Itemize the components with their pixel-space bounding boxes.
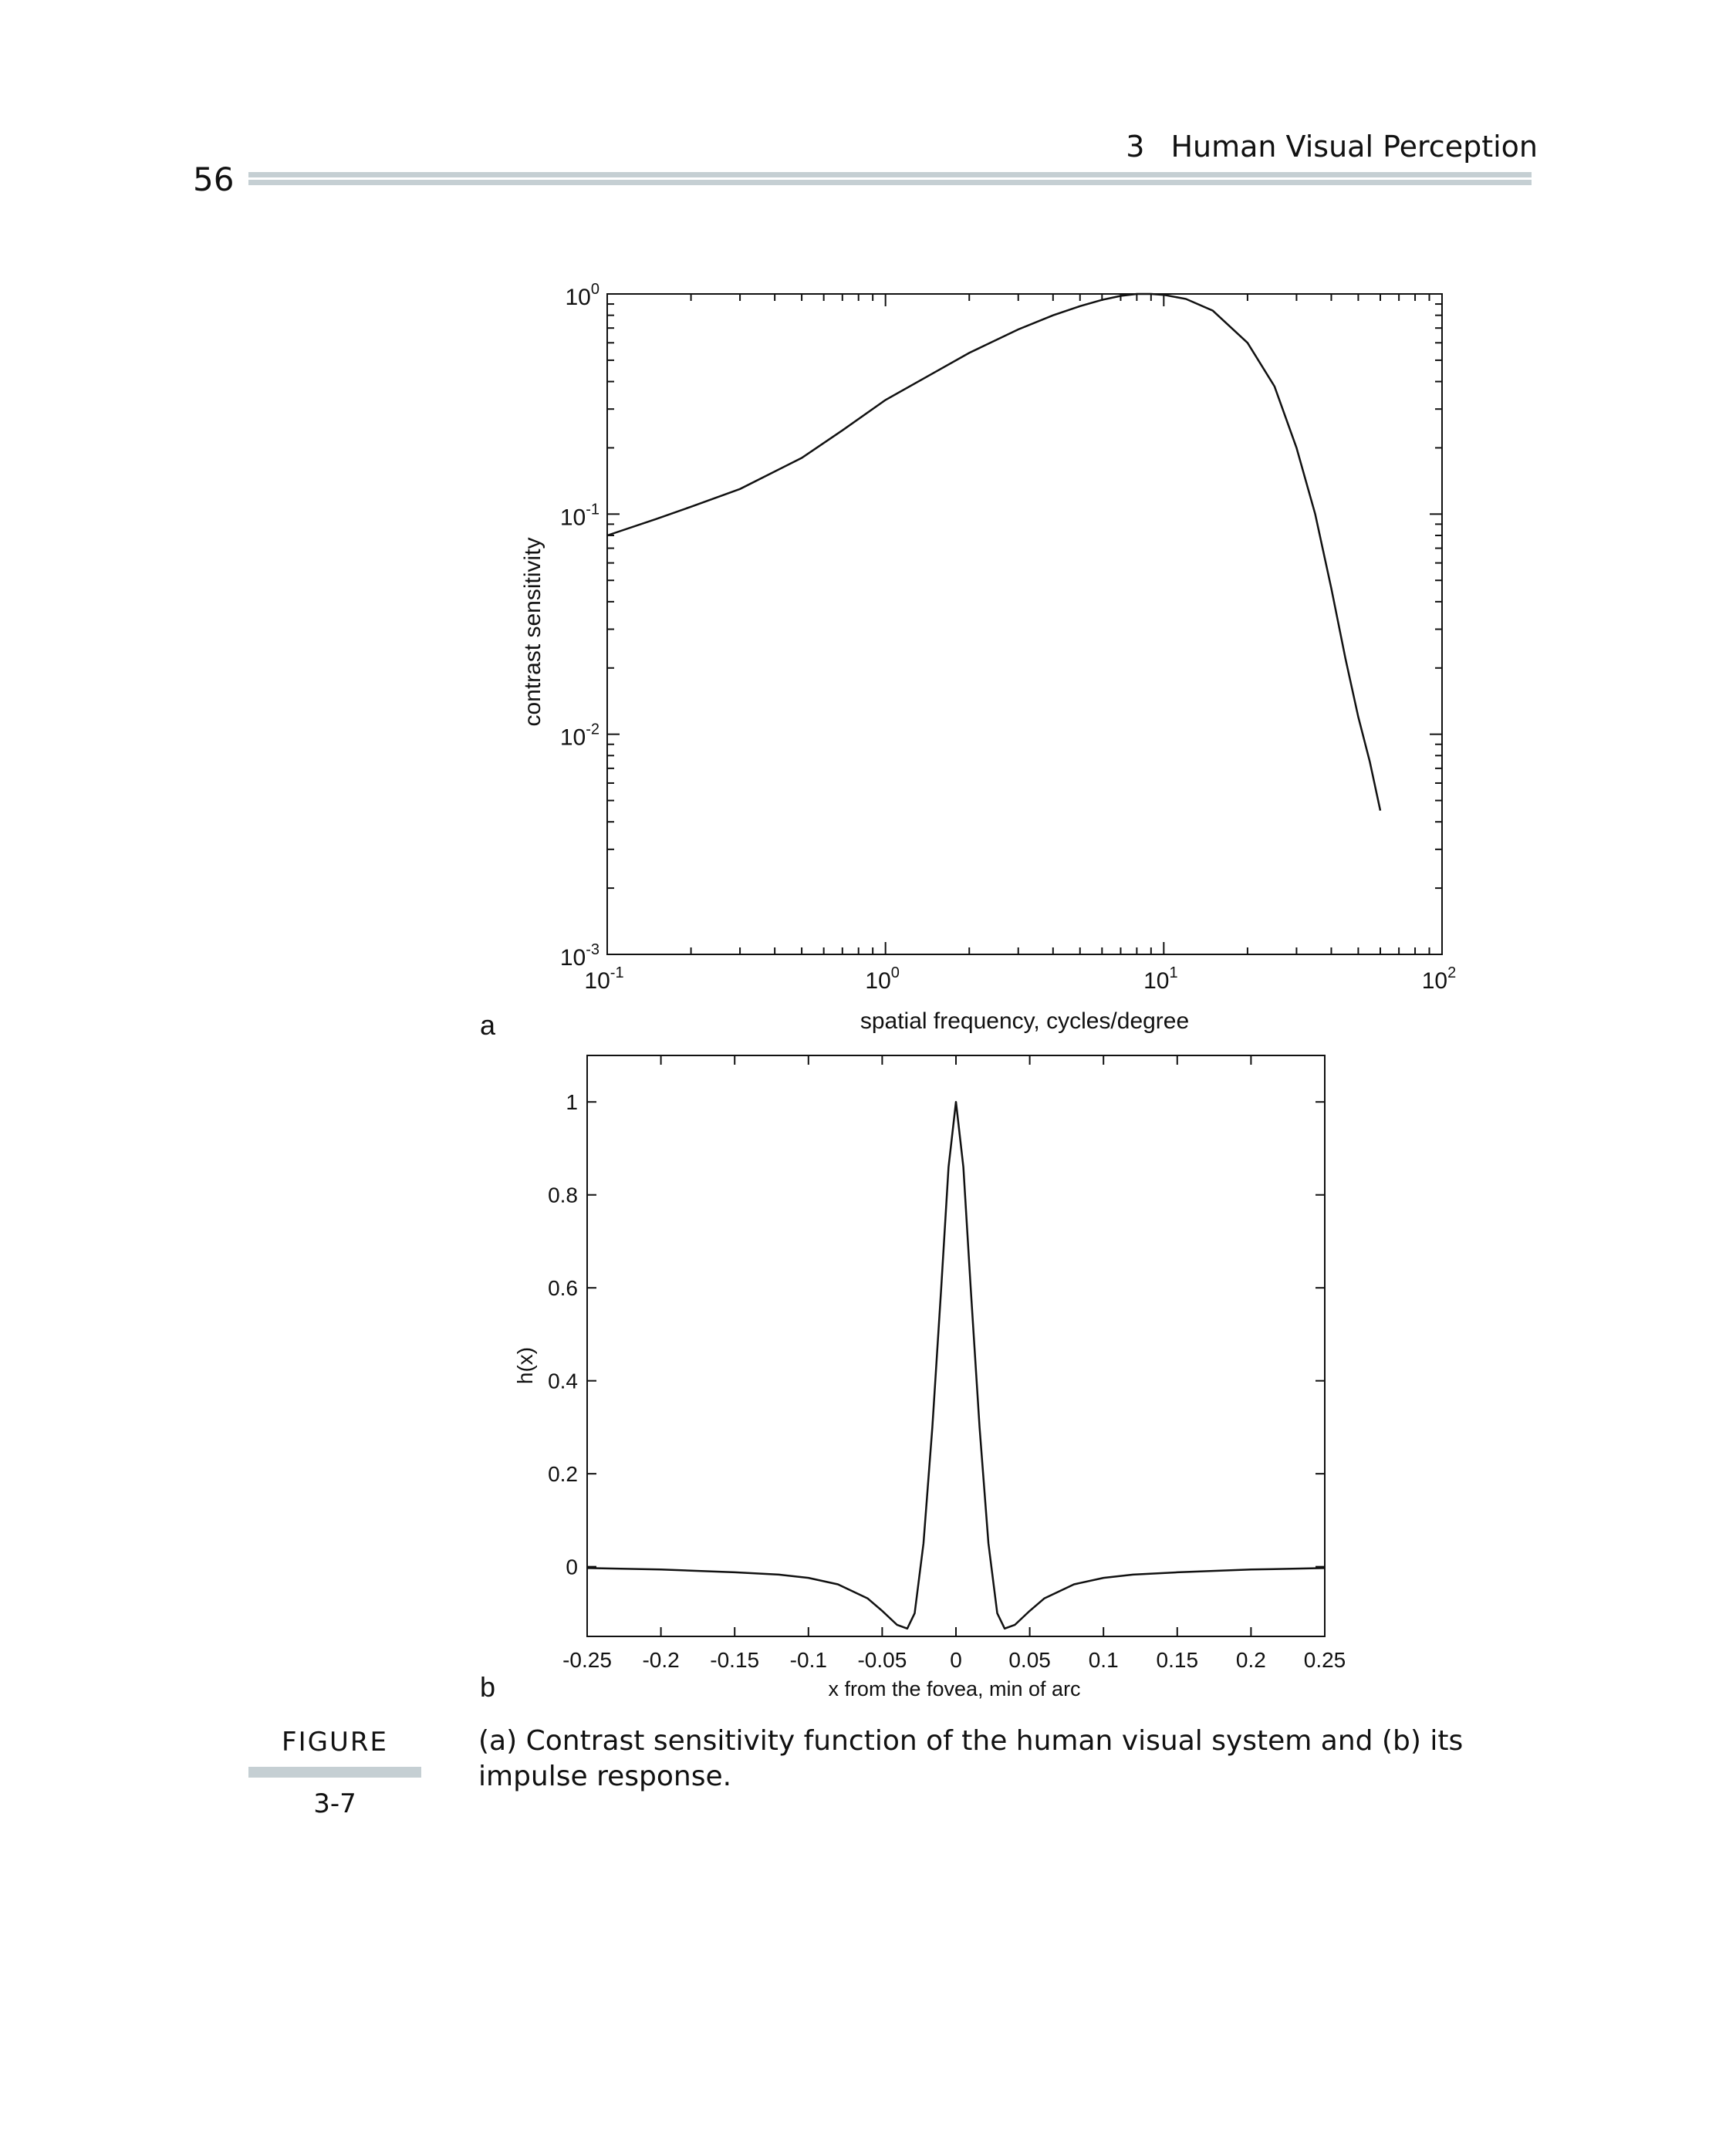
y-tick-label-a: $10^0$ [565,281,599,310]
chapter-number: 3 [1126,130,1145,164]
y-tick-label-b: 1 [566,1090,578,1115]
x-tick-label-a: $10^1$ [1143,964,1178,994]
x-tick-label-b: -0.1 [789,1648,827,1672]
panel-label-a: a [480,1009,496,1041]
page-number: 56 [193,160,235,198]
y-tick-label-a: $10^{-2}$ [559,721,599,751]
plot-frame-b [587,1055,1325,1636]
x-tick-label-a: $10^{-1}$ [584,964,624,994]
x-tick-label-b: 0.2 [1235,1648,1266,1672]
x-axis-label-b: x from the fovea, min of arc [828,1677,1081,1700]
series-line-impulse-response [587,1102,1325,1629]
y-tick-label-a: $10^{-1}$ [559,501,599,531]
y-axis-label-a: contrast sensitivity [520,537,545,727]
y-tick-label-b: 0.2 [548,1462,578,1487]
panel-label-b: b [480,1671,496,1703]
figure-number: 3-7 [313,1788,356,1819]
figure-label: FIGURE [282,1727,388,1758]
y-tick-label-b: 0 [566,1555,578,1579]
x-tick-label-a: $10^2$ [1421,964,1457,994]
y-tick-label-a: $10^{-3}$ [559,941,599,971]
x-tick-label-b: -0.25 [562,1648,612,1672]
y-tick-label-b: 0.4 [548,1369,578,1393]
x-tick-label-b: -0.05 [857,1648,907,1672]
x-tick-label-a: $10^0$ [865,964,900,994]
y-tick-label-b: 0.8 [548,1183,578,1207]
x-tick-label-b: -0.15 [710,1648,760,1672]
figure-caption: (a) Contrast sensitivity function of the human visual system and (b) its impulse response. [478,1725,1464,1792]
x-tick-label-b: 0.1 [1088,1648,1119,1672]
figure-label-bar [248,1767,421,1778]
x-tick-label-b: 0.15 [1156,1648,1199,1672]
x-tick-label-b: 0.25 [1303,1648,1346,1672]
x-tick-label-b: 0.05 [1008,1648,1051,1672]
y-tick-label-b: 0.6 [548,1276,578,1301]
x-tick-label-b: -0.2 [642,1648,680,1672]
x-tick-label-b: 0 [950,1648,962,1672]
chapter-title: Human Visual Perception [1170,130,1538,164]
y-axis-label-b: h(x) [513,1346,537,1385]
x-axis-label-a: spatial frequency, cycles/degree [860,1008,1190,1034]
